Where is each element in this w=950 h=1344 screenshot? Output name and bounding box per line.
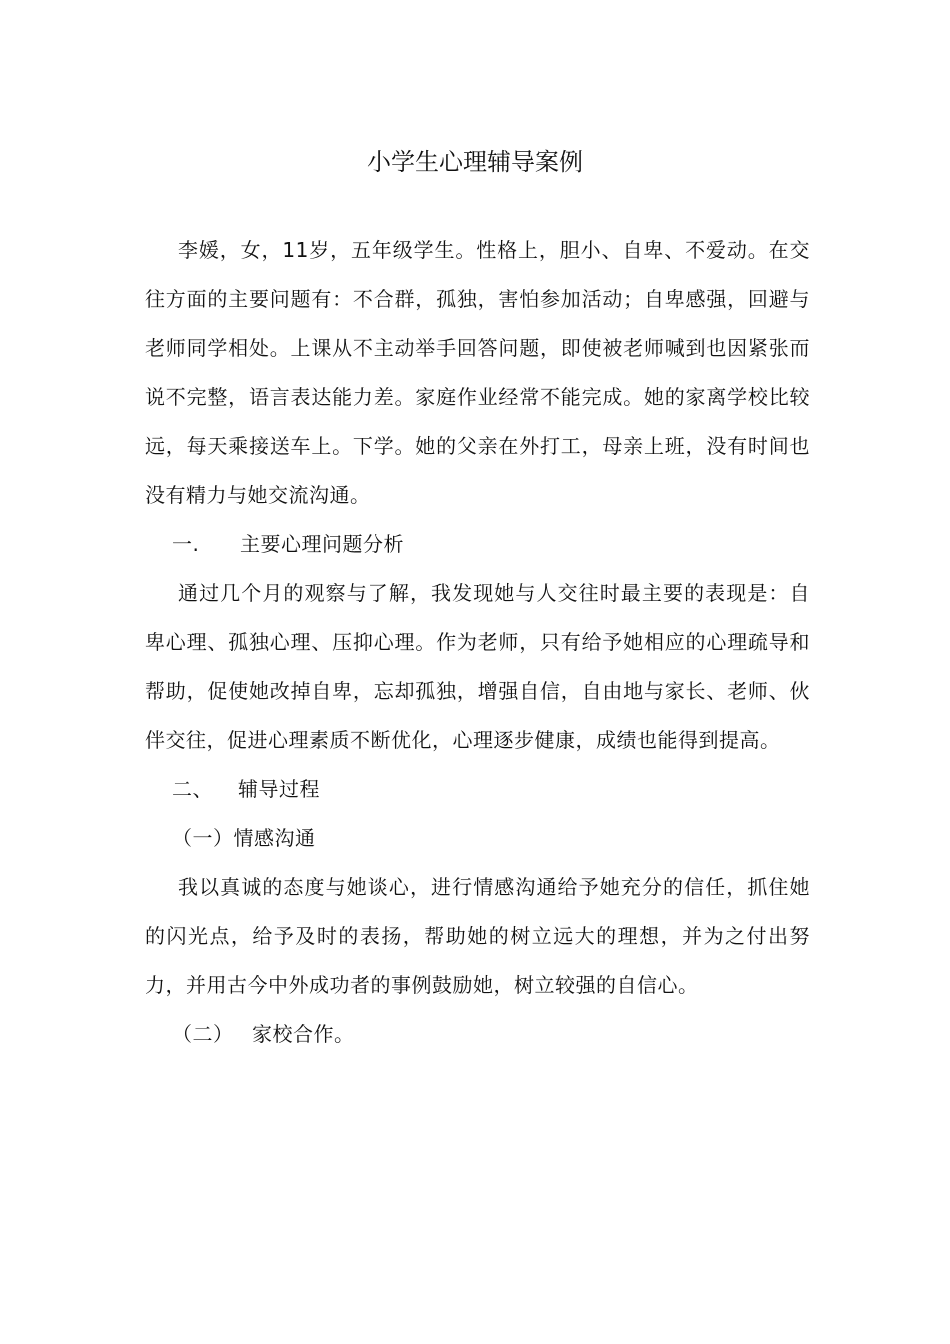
section-2-heading <box>145 765 810 814</box>
subsection-1-paragraph: 我以真诚的态度与她谈心，进行情感沟通给予她充分的信任，抓住她的闪光点，给予及时的表扬，帮助她的树立远大的理想，并为之付出努力，并用古今中外成功者的事例鼓励她，树立较强的自信心。 <box>145 875 810 997</box>
subsection-2-number: （二） <box>172 1022 234 1046</box>
page-title: 小学生心理辅导案例 <box>367 148 583 176</box>
section-2-title: 辅导过程 <box>238 777 320 801</box>
section-1-heading <box>145 520 810 569</box>
section-2-number: 二、 <box>172 777 213 801</box>
subsection-2-title: 家校合作。 <box>252 1022 355 1046</box>
subsection-1-heading: （一）情感沟通 <box>172 826 316 850</box>
document-body <box>145 226 810 1059</box>
subsection-2-heading <box>145 1010 810 1059</box>
section-1-number: 一. <box>172 532 200 556</box>
intro-paragraph: 李媛，女，11岁，五年级学生。性格上，胆小、自卑、不爱动。在交往方面的主要问题有：不合群，孤独，害怕参加活动；自卑感强，回避与老师同学相处。上课从不主动举手回答问题，即使被老师喊到也因紧张而说不完整，语言表达能力差。家庭作业经常不能完成。她的家离学校比较远，每天乘接送车上。下学。她的父亲在外打工，母亲上班，没有时间也没有精力与她交流沟通。 <box>145 238 810 507</box>
section-1-title: 主要心理问题分析 <box>240 532 404 556</box>
section-1-paragraph: 通过几个月的观察与了解，我发现她与人交往时最主要的表现是：自卑心理、孤独心理、压抑心理。作为老师，只有给予她相应的心理疏导和帮助，促使她改掉自卑，忘却孤独，增强自信，自由地与家长、老师、伙伴交往，促进心理素质不断优化，心理逐步健康，成绩也能得到提高。 <box>145 581 810 752</box>
